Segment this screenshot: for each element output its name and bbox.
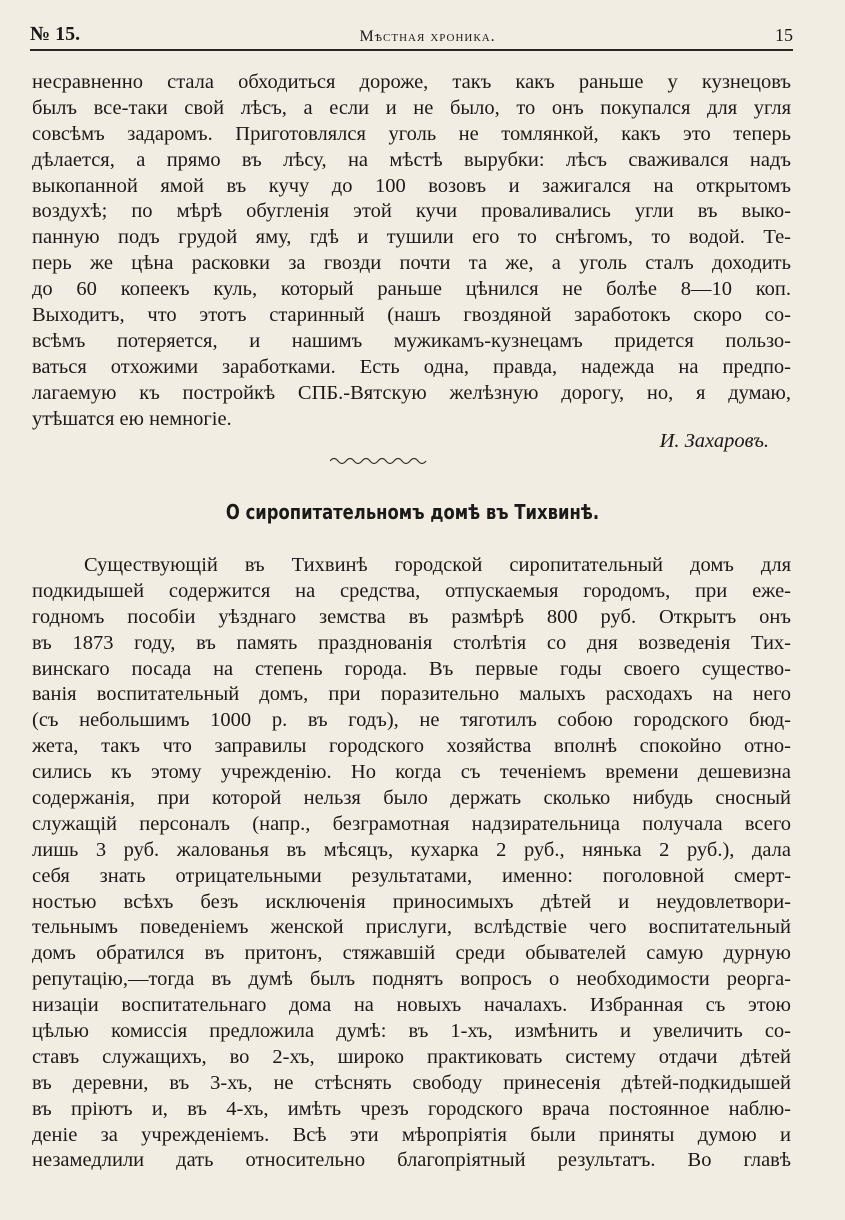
text-line: былъ все-таки свой лѣсъ, а если и не было, то онъ покупался для угля — [32, 96, 791, 119]
section-header-title: Мѣстная хроника. — [359, 28, 496, 45]
text-line: до 60 копеекъ куль, который раньше цѣнился не болѣе 8—10 коп. — [32, 278, 791, 301]
text-line: совсѣмъ задаромъ. Приготовлялся уголь не томлянкой, какъ это теперь — [32, 122, 791, 145]
text-line: несравненно стала обходиться дороже, такъ какъ раньше у кузнецовъ — [32, 71, 791, 93]
text-line: репутацію,—тогда въ думѣ былъ поднятъ вопросъ о необходимости реорга- — [32, 968, 791, 991]
text-line: ностью всѣхъ безъ исключенія приносимыхъ дѣтей и неудовлетвори- — [32, 890, 791, 913]
text-line: себя знать отрицательными результатами, именно: поголовной смерт- — [32, 864, 791, 887]
text-line: перь же цѣна расковки за гвозди почти та же, а уголь сталъ доходить — [32, 252, 791, 275]
text-line: ставъ служащихъ, во 2-хъ, широко практиковать систему отдачи дѣтей — [32, 1045, 791, 1068]
header-rule — [30, 49, 793, 51]
text-line: въ деревни, въ 3-хъ, не стѣснять свободу принесенія дѣтей-подкидышей — [32, 1071, 791, 1094]
article-body — [32, 553, 791, 1174]
text-line: жета, такъ что заправилы городского хозяйства вполнѣ спокойно отно- — [32, 735, 791, 758]
text-line: сились къ этому учрежденію. Но когда съ теченіемъ времени дешевизна — [32, 761, 791, 784]
text-line: лишь 3 руб. жалованья въ мѣсяцъ, кухарка 2 руб., нянька 2 руб.), дала — [32, 838, 791, 861]
text-line: Существующій въ Тихвинѣ городской сиропитательный домъ для — [84, 554, 791, 576]
text-line: тельнымъ поведеніемъ женской прислуги, вслѣдствіе чего воспитательный — [32, 916, 791, 939]
text-line: ваться отхожими заработками. Есть одна, правда, надежда на предпо- — [32, 355, 791, 378]
text-line: выкопанной ямой въ кучу до 100 возовъ и зажигался на открытомъ — [32, 174, 791, 197]
running-header — [30, 20, 793, 46]
text-line: дѣлается, а прямо въ лѣсу, на мѣстѣ вырубки: лѣсъ сваживался надъ — [32, 148, 791, 171]
text-line: всѣмъ потеряется, и нашимъ мужикамъ-кузнецамъ придется пользо- — [32, 329, 791, 352]
text-line: деніе за учрежденіемъ. Всѣ эти мѣропріятія были приняты думою и — [32, 1123, 791, 1146]
text-line: Выходитъ, что этотъ старинный (нашъ гвоздяной заработокъ скоро со- — [32, 304, 791, 327]
divider-ornament — [330, 456, 430, 466]
text-line: содержанія, при которой нельзя было держать сколько нибудь сносный — [32, 787, 791, 810]
text-line: въ пріютъ и, въ 4-хъ, имѣть чрезъ городского врача постоянное наблю- — [32, 1097, 791, 1120]
text-line: воздухѣ; по мѣрѣ обугленія этой кучи проваливались угли въ выко- — [32, 200, 791, 223]
page-number: 15 — [775, 25, 793, 45]
text-line: утѣшатся ею немногіе. — [32, 407, 232, 430]
text-line: ванія воспитательный домъ, при поразительно малыхъ расходахъ на него — [32, 683, 791, 706]
text-line: цѣлью комиссія предложила думѣ: въ 1-хъ, измѣнить и увеличить со- — [32, 1020, 791, 1043]
author-signature: И. Захаровъ. — [659, 430, 769, 452]
text-line: годномъ пособіи уѣзднаго земства въ размѣрѣ 800 руб. Открытъ онъ — [32, 605, 791, 628]
text-line: лагаемую къ постройкѣ СПБ.-Вятскую желѣзную дорогу, но, я думаю, — [32, 381, 791, 404]
text-line: домъ обратился въ притонъ, стяжавшій среди обывателей самую дурную — [32, 942, 791, 965]
article-continuation — [32, 70, 791, 432]
text-line: незамедлили дать относительно благопріятный результатъ. Во главѣ — [32, 1149, 791, 1172]
text-line: винскаго посада на степень города. Въ первые годы своего существо- — [32, 657, 791, 680]
article-title: О сиропитательномъ домѣ въ Тихвинѣ. — [225, 500, 600, 524]
text-line: (съ небольшимъ 1000 р. въ годъ), не тяготилъ собою городского бюд- — [32, 709, 791, 732]
issue-number: № 15. — [30, 23, 81, 45]
text-line: панную подъ грудой яму, гдѣ и тушили его то снѣгомъ, то водой. Те- — [32, 226, 791, 249]
text-line: низаціи воспитательнаго дома на новыхъ началахъ. Избранная съ этою — [32, 994, 791, 1017]
text-line: подкидышей содержится на средства, отпускаемыя городомъ, при еже- — [32, 579, 791, 602]
text-line: служащій персоналъ (напр., безграмотная надзирательница получала всего — [32, 812, 791, 835]
text-line: въ 1873 году, въ память празднованія столѣтія со дня возведенія Тих- — [32, 631, 791, 654]
